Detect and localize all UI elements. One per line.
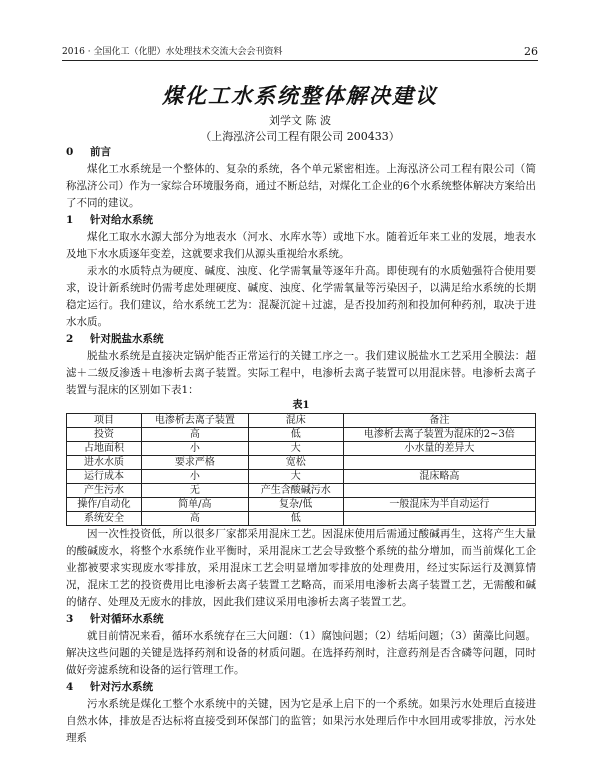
section-title: 针对循环水系统: [90, 613, 164, 625]
table-header-cell: 项目: [67, 414, 142, 428]
table-cell: 简单/高: [141, 498, 248, 512]
table-cell: 宽松: [248, 456, 343, 470]
section-heading: [66, 331, 536, 348]
table-cell: 高: [141, 512, 248, 526]
table-row: [67, 498, 536, 512]
table-cell: 操作/自动化: [67, 498, 142, 512]
paragraph: 因一次性投资低，所以很多厂家都采用混床工艺。因混床使用后需通过酸碱再生，这将产生大量的酸碱废水，将整个水系统作业平衡时，采用混床工艺会导致整个系统的盐分增加，而当前煤化工企业都被要求实现废水零排放，采用混床工艺会明显增加零排放的处理费用，经过实际运行及测算情况，混床工艺的投资费用比电渗析去离子装置工艺略高，而采用电渗析去离子装置工艺，无需酸和碱的储存、处理及无废水的排放，因此我们建议采用电渗析去离子装置工艺。: [66, 528, 536, 608]
paragraph: 污水系统是煤化工整个水系统中的关键，因为它是承上启下的一个系统。如果污水处理后直接进自然水体，排放是否达标将直接受到环保部门的监管；如果污水处理后作中水回用或零排放，污水处理系: [66, 698, 536, 744]
table-cell: 系统安全: [67, 512, 142, 526]
table-cell: 电渗析去离子装置为混床的2~3倍: [343, 428, 535, 442]
section-heading: [66, 212, 536, 229]
table-cell: 小: [141, 470, 248, 484]
table-header-cell: 备注: [343, 414, 535, 428]
table-row: [67, 428, 536, 442]
table-header-row: [67, 414, 536, 428]
paper-title: 煤化工水系统整体解决建议: [162, 83, 438, 108]
table-cell: 投资: [67, 428, 142, 442]
table-cell: 小水量的差异大: [343, 442, 535, 456]
table-row: [67, 442, 536, 456]
table-header-cell: 混床: [248, 414, 343, 428]
journal-name: 2016 · 全国化工（化肥）水处理技术交流大会会刊资料: [62, 47, 283, 57]
paragraph: 脱盐水系统是直接决定锅炉能否正常运行的关键工序之一。我们建议脱盐水工艺采用全膜法：超滤＋二级反渗透＋电渗析去离子装置。实际工程中，电渗析去离子装置可以用混床替。电渗析去离子装置与混床的区别如下表1：: [66, 350, 536, 396]
body-text: [66, 144, 536, 747]
section-title: 针对污水系统: [90, 681, 153, 693]
table-header-cell: 电渗析去离子装置: [141, 414, 248, 428]
paragraph: 煤化工水系统是一个整体的、复杂的系统，各个单元紧密相连。上海泓济公司工程有限公司（简称泓济公司）作为一家综合环境服务商，通过不断总结，对煤化工企业的6个水系统整体解决方案给出了不同的建议。: [66, 163, 536, 209]
section-number: 2: [66, 333, 74, 345]
section-title: 前言: [90, 146, 111, 158]
table-cell: 混床略高: [343, 470, 535, 484]
table-cell: 复杂/低: [248, 498, 343, 512]
section-number: 3: [66, 613, 74, 625]
table-cell: [343, 484, 535, 498]
table-cell: 大: [248, 470, 343, 484]
table-cell: 一般混床为半自动运行: [343, 498, 535, 512]
table-cell: 无: [141, 484, 248, 498]
table-row: [67, 512, 536, 526]
table-cell: 占地面积: [67, 442, 142, 456]
table-cell: 小: [141, 442, 248, 456]
affiliation: （上海泓济公司工程有限公司 200433）: [200, 130, 400, 143]
table-row: [67, 484, 536, 498]
paragraph: 煤化工取水水源大部分为地表水（河水、水库水等）或地下水。随着近年来工业的发展，地表水及地下水水质逐年变差，这就要求我们从源头重视给水系统。: [66, 231, 536, 260]
section-heading: [66, 611, 536, 628]
section-heading: [66, 679, 536, 696]
table-cell: 大: [248, 442, 343, 456]
table-cell: 产生含酸碱污水: [248, 484, 343, 498]
table-cell: 产生污水: [67, 484, 142, 498]
section-title: 针对给水系统: [90, 214, 153, 226]
authors: 刘学文 陈 波: [269, 114, 331, 127]
table-cell: [343, 512, 535, 526]
running-header: [62, 44, 538, 61]
table-row: [67, 456, 536, 470]
section-number: 0: [66, 146, 74, 158]
section-number: 4: [66, 681, 74, 693]
page-number: 26: [524, 45, 538, 58]
table-caption: 表1: [292, 400, 310, 411]
section-number: 1: [66, 214, 74, 226]
table-cell: 低: [248, 428, 343, 442]
table-row: [67, 470, 536, 484]
section-title: 针对脱盐水系统: [90, 333, 164, 345]
paragraph: 就目前情况来看，循环水系统存在三大问题：（1）腐蚀问题；（2）结垢问题；（3）菌藻比问题。解决这些问题的关键是选择药剂和设备的材质问题。在选择药剂时，注意药剂是否含磷等问题，同时做好旁滤系统和设备的运行管理工作。: [66, 630, 536, 676]
paragraph: 汞水的水质特点为硬度、碱度、浊度、化学需氧量等逐年升高。即使现有的水质勉强符合使用要求，设计新系统时仍需考虑处理硬度、碱度、浊度、化学需氧量等污染因子，以满足给水系统的长期稳定运行。我们建议，给水系统工艺为：混凝沉淀＋过滤，是否投加药剂和投加何种药剂，取决于进水水质。: [66, 265, 536, 328]
table-cell: 进水水质: [67, 456, 142, 470]
table-cell: 高: [141, 428, 248, 442]
section-heading: [66, 144, 536, 161]
table-cell: 运行成本: [67, 470, 142, 484]
comparison-table: [66, 413, 536, 526]
table-cell: 要求严格: [141, 456, 248, 470]
table-cell: 低: [248, 512, 343, 526]
table-cell: [343, 456, 535, 470]
